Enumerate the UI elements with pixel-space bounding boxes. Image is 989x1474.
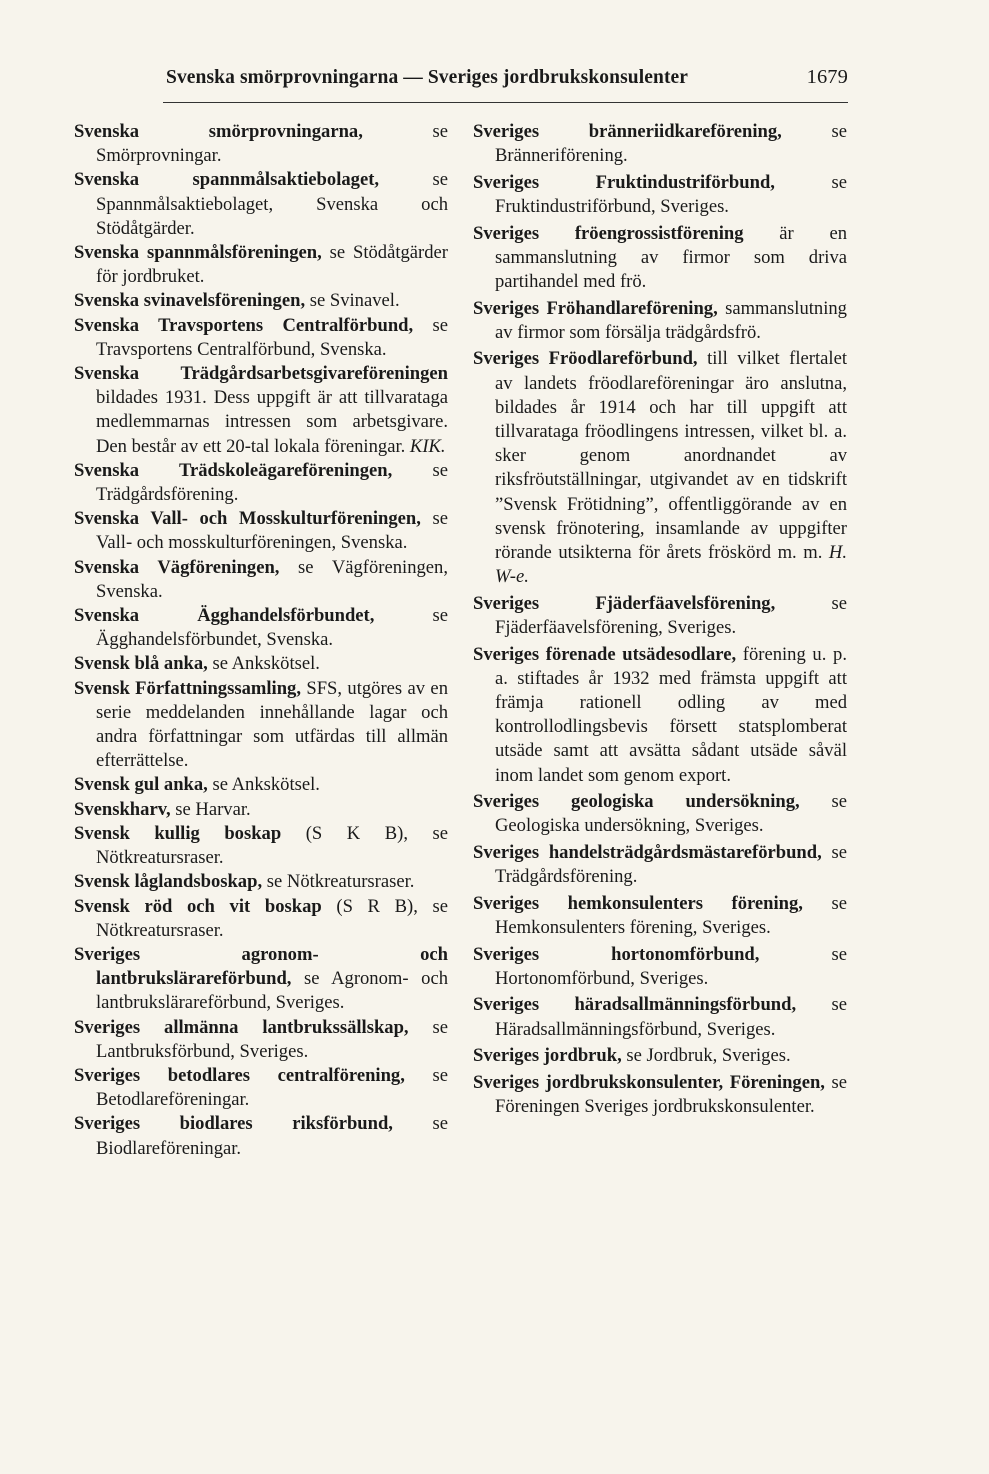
- dictionary-entry: [74, 652, 448, 676]
- entry-headword: Sveriges allmänna lantbrukssällskap,: [74, 1016, 409, 1038]
- entry-headword: Svensk låglandsboskap,: [74, 871, 263, 893]
- dictionary-entry: [74, 314, 448, 362]
- dictionary-entry: [74, 677, 448, 774]
- entry-text: se Smörprovningar.: [96, 121, 448, 167]
- entry-text: se Hemkonsulenters förening, Sveriges.: [495, 892, 847, 939]
- dictionary-entry: [74, 120, 448, 168]
- entry-headword: Svensk gul anka,: [74, 774, 208, 796]
- entry-headword: Svenska Trädgårdsarbetsgivareföreningen: [74, 363, 448, 385]
- entry-headword: Svenska Trädskoleägareföreningen,: [74, 459, 393, 481]
- entry-text: se Fjäderfäavelsförening, Sveriges.: [495, 592, 847, 639]
- dictionary-entry: [74, 168, 448, 241]
- dictionary-entry: [473, 643, 847, 788]
- running-header: [166, 66, 848, 89]
- header-rule: [163, 102, 848, 103]
- entry-headword: Svenskharv,: [74, 798, 171, 820]
- entry-headword: Sveriges jordbruk,: [473, 1045, 622, 1067]
- dictionary-entry: [74, 1016, 448, 1064]
- entry-text: se Vägföreningen, Svenska.: [96, 556, 448, 602]
- dictionary-entry: [74, 773, 448, 797]
- entry-text: se Jordbruk, Sveriges.: [621, 1045, 791, 1067]
- entry-headword: Sveriges hortonomförbund,: [473, 943, 760, 965]
- entry-signature: KIK.: [409, 435, 446, 457]
- entry-headword: Sveriges fröengrossistförening: [473, 222, 744, 244]
- entry-text: se Lantbruksförbund, Sveriges.: [96, 1016, 448, 1062]
- entry-text: se Ankskötsel.: [207, 774, 320, 796]
- entry-text: se Fruktindustriförbund, Sveriges.: [495, 171, 847, 217]
- entry-headword: Svenska spannmålsföreningen,: [74, 242, 322, 264]
- entry-headword: Svenska svinavelsföreningen,: [74, 290, 306, 312]
- entry-text: se Travsportens Centralförbund, Svenska.: [96, 314, 449, 360]
- entry-text: se Biodlareföreningar.: [96, 1113, 449, 1159]
- entry-headword: Svenska Vägföreningen,: [74, 556, 280, 578]
- entry-text: se Geologiska undersökning, Sveriges.: [495, 791, 848, 837]
- entry-headword: Sveriges geologiska undersökning,: [473, 791, 800, 813]
- entry-headword: Sveriges häradsallmänningsförbund,: [473, 994, 797, 1016]
- dictionary-entry: [74, 798, 448, 822]
- dictionary-entry: [473, 943, 847, 991]
- entry-headword: Svenska Travsportens Centralförbund,: [74, 314, 414, 336]
- dictionary-entry: [473, 892, 847, 940]
- entry-headword: Svenska smörprovningarna,: [74, 121, 363, 142]
- entry-headword: Sveriges betodlares centralförening,: [74, 1064, 405, 1086]
- entry-text: är en sammanslutning av firmor som driva partihandel med frö.: [495, 222, 847, 292]
- right-column: [473, 120, 847, 1122]
- entry-text: se Ankskötsel.: [207, 653, 320, 675]
- header-title: Svenska smörprovningarna — Sveriges jordbrukskonsulenter: [166, 67, 689, 88]
- entry-headword: Sveriges handelsträdgårdsmästareförbund,: [473, 842, 822, 864]
- entry-headword: Svensk Författningssamling,: [74, 677, 301, 699]
- entry-text: se Agronom- och lantbrukslärareförbund, Sveriges.: [96, 968, 448, 1014]
- entry-headword: Sveriges Fruktindustriförbund,: [473, 171, 775, 193]
- dictionary-entry: [74, 507, 448, 555]
- dictionary-entry: [74, 362, 448, 459]
- entry-headword: Svenska Ägghandelsförbundet,: [74, 605, 375, 627]
- entry-text: se Ägghandelsförbundet, Svenska.: [96, 605, 448, 651]
- dictionary-entry: [74, 556, 448, 604]
- entry-text: se Föreningen Sveriges jordbrukskonsulenter.: [495, 1071, 847, 1117]
- dictionary-entry: [74, 241, 448, 289]
- dictionary-entry: [473, 297, 847, 345]
- dictionary-entry: [74, 943, 448, 1016]
- entry-headword: Svenska Vall- och Mosskulturföreningen,: [74, 508, 421, 530]
- entry-text: se Häradsallmänningsförbund, Sveriges.: [495, 994, 847, 1040]
- entry-text: se Bränneriförening.: [495, 121, 847, 167]
- dictionary-entry: [473, 841, 847, 889]
- entry-text: se Trädgårdsförening.: [96, 459, 448, 506]
- entry-text: se Harvar.: [170, 798, 251, 820]
- dictionary-entry: [473, 347, 847, 589]
- entry-text: se Svinavel.: [305, 290, 400, 312]
- entry-text: (S R B), se Nötkreatursraser.: [96, 895, 448, 941]
- entry-text: SFS, utgöres av en serie meddelanden innehållande lagar och andra författningar som utfärdas till allmän efterrättelse.: [96, 677, 448, 772]
- entry-text: se Stödåtgärder för jordbruket.: [96, 242, 448, 288]
- dictionary-entry: [74, 870, 448, 894]
- entry-headword: Svenska spannmålsaktiebolaget,: [74, 169, 380, 191]
- entry-headword: Svensk blå anka,: [74, 653, 208, 675]
- entry-headword: Sveriges bränneriidkareförening,: [473, 121, 782, 142]
- entry-text: se Spannmålsaktiebolaget, Svenska och Stödåtgärder.: [96, 169, 448, 239]
- entry-text: se Hortonomförbund, Sveriges.: [495, 943, 847, 989]
- entry-headword: Svensk röd och vit boskap: [74, 895, 322, 917]
- entry-text: se Betodlareföreningar.: [96, 1064, 449, 1111]
- entry-headword: Sveriges biodlares riksförbund,: [74, 1113, 393, 1135]
- dictionary-entry: [473, 120, 847, 168]
- entry-headword: Sveriges agronom- och lantbrukslärareförbund,: [74, 943, 448, 990]
- entry-text: se Trädgårdsförening.: [495, 842, 847, 888]
- dictionary-entry: [473, 993, 847, 1041]
- entry-text: (S K B), se Nötkreatursraser.: [96, 822, 448, 869]
- entry-headword: Sveriges Fjäderfäavelsförening,: [473, 592, 776, 614]
- entry-text: se Nötkreatursraser.: [262, 871, 415, 893]
- dictionary-entry: [74, 1112, 448, 1160]
- dictionary-entry: [74, 895, 448, 943]
- dictionary-entry: [473, 592, 847, 640]
- page-number: 1679: [806, 66, 848, 88]
- left-column: [74, 120, 448, 1161]
- dictionary-entry: [74, 604, 448, 652]
- entry-text: bildades 1931. Dess uppgift är att tillvarataga medlemmarnas intressen som arbetsgivare. Den består av ett 20-tal lokala föreningar.: [96, 387, 448, 457]
- dictionary-entry: [473, 1044, 847, 1068]
- dictionary-entry: [74, 1064, 448, 1112]
- dictionary-entry: [74, 459, 448, 507]
- dictionary-entry: [473, 171, 847, 219]
- entry-text: sammanslutning av firmor som försälja trädgårdsfrö.: [495, 297, 847, 343]
- entry-headword: Svensk kullig boskap: [74, 822, 282, 844]
- entry-headword: Sveriges förenade utsädesodlare,: [473, 643, 737, 665]
- dictionary-entry: [473, 222, 847, 295]
- entry-headword: Sveriges Fröodlareförbund,: [473, 348, 698, 370]
- entry-text: till vilket flertalet av landets fröodlareföreningar äro anslutna, bildades år 1914 och har till uppgift att tillvarataga fröodlingens intressen, vilket bl. a. sker genom anordnandet av riksfröutställningar, utgivandet av en tidskrift ”Svensk Frötidning”, offentliggörande av en svensk frönotering, insamlande av uppgifter rörande utsikterna för årets fröskörd m. m.: [495, 348, 847, 564]
- entry-headword: Sveriges hemkonsulenters förening,: [473, 892, 803, 914]
- dictionary-entry: [74, 289, 448, 313]
- dictionary-entry: [74, 822, 448, 870]
- entry-text: förening u. p. a. stiftades år 1932 med främsta uppgift att främja rationell odling av med kontrollodlingsbevis försett statsplomberat utsäde samt att avsätta sådant utsäde såväl inom landet som genom export.: [495, 643, 847, 786]
- entry-text: se Vall- och mosskulturföreningen, Svenska.: [96, 508, 448, 554]
- entry-headword: Sveriges Fröhandlareförening,: [473, 297, 718, 319]
- entry-headword: Sveriges jordbrukskonsulenter, Föreningen,: [473, 1071, 825, 1093]
- dictionary-entry: [473, 1071, 847, 1119]
- entry-signature: H. W-e.: [495, 542, 847, 588]
- dictionary-entry: [473, 790, 847, 838]
